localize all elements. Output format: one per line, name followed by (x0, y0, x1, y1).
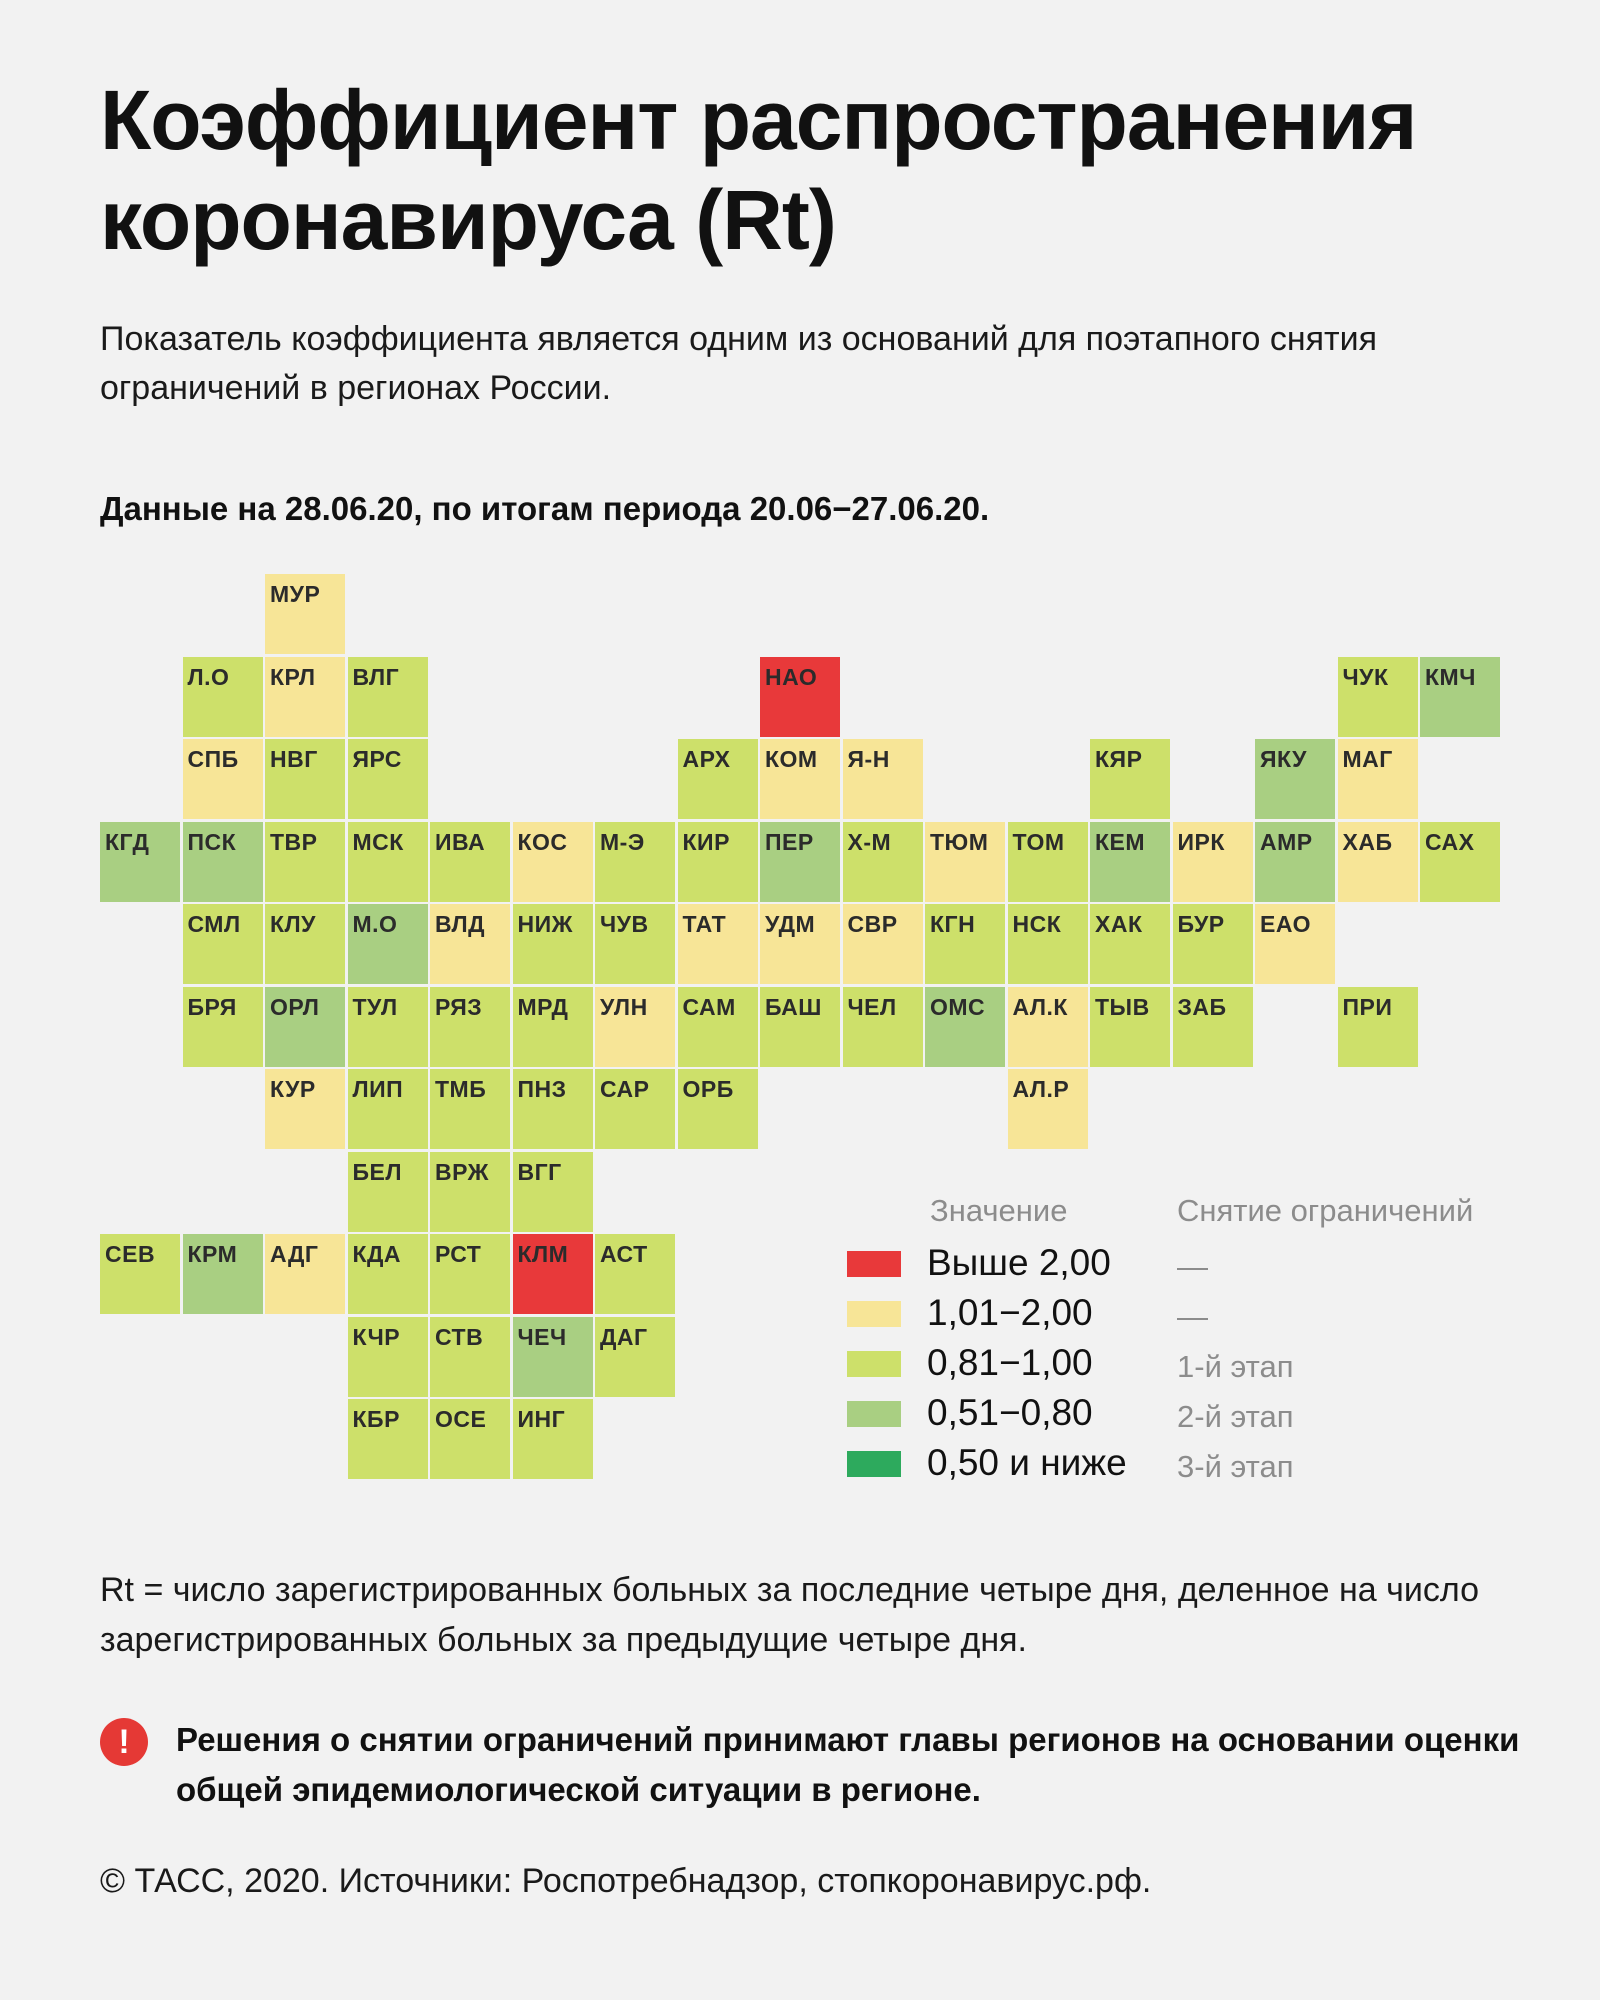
legend-row (847, 1389, 1547, 1437)
region-tile: КОС (513, 822, 593, 902)
legend-stage: 3-й этап (1177, 1449, 1294, 1484)
region-tile: БЕЛ (348, 1152, 428, 1232)
region-tile: УДМ (760, 904, 840, 984)
region-tile: САР (595, 1069, 675, 1149)
region-tile: САХ (1420, 822, 1500, 902)
region-tile: НСК (1008, 904, 1088, 984)
legend-stage: 1-й этап (1177, 1349, 1294, 1384)
legend-stage: — (1177, 1249, 1208, 1284)
region-tile: КДА (348, 1234, 428, 1314)
region-tile: КРМ (183, 1234, 263, 1314)
region-tile: БАШ (760, 987, 840, 1067)
legend-value: 0,50 и ниже (927, 1442, 1127, 1483)
region-tile: КБР (348, 1399, 428, 1479)
region-tile: ИВА (430, 822, 510, 902)
region-tile: БУР (1173, 904, 1253, 984)
region-tile: ЕАО (1255, 904, 1335, 984)
region-tile: СПБ (183, 739, 263, 819)
region-tile: ТВР (265, 822, 345, 902)
region-tile: АДГ (265, 1234, 345, 1314)
legend-value: Выше 2,00 (927, 1242, 1111, 1283)
region-tile: ПНЗ (513, 1069, 593, 1149)
region-tile: ПРИ (1338, 987, 1418, 1067)
subtitle: Показатель коэффициента является одним из оснований для поэтапного снятия ограничений в регионах России. (100, 320, 1377, 407)
region-tile: КГД (100, 822, 180, 902)
region-tile: КМЧ (1420, 657, 1500, 737)
region-tile: Я-Н (843, 739, 923, 819)
region-tile: ОСЕ (430, 1399, 510, 1479)
region-tile: ЧУВ (595, 904, 675, 984)
region-tile: АРХ (678, 739, 758, 819)
region-tile: ХАБ (1338, 822, 1418, 902)
region-tile: МАГ (1338, 739, 1418, 819)
region-tile: АСТ (595, 1234, 675, 1314)
legend-row (847, 1239, 1547, 1287)
legend-swatch (847, 1301, 901, 1327)
region-tile: ТЫВ (1090, 987, 1170, 1067)
region-tile: ЧЕЛ (843, 987, 923, 1067)
region-tile: ВРЖ (430, 1152, 510, 1232)
region-tile: РСТ (430, 1234, 510, 1314)
region-tile: НВГ (265, 739, 345, 819)
region-tile: КГН (925, 904, 1005, 984)
footer-source: © ТАСС, 2020. Источники: Роспотребнадзор, стопкоронавирус.рф. (100, 1862, 1152, 1900)
region-tile: ВЛГ (348, 657, 428, 737)
region-tile: ЧЕЧ (513, 1317, 593, 1397)
region-tile: Х-М (843, 822, 923, 902)
region-tile: АЛ.Р (1008, 1069, 1088, 1149)
region-tile: ТМБ (430, 1069, 510, 1149)
region-tile: КИР (678, 822, 758, 902)
region-tile: СМЛ (183, 904, 263, 984)
region-tile: ПЕР (760, 822, 840, 902)
region-tile: МРД (513, 987, 593, 1067)
rt-formula: Rt = число зарегистрированных больных за последние четыре дня, деленное на число зарегистрированных больных за предыдущие четыре дня. (100, 1571, 1479, 1659)
region-tile: ОРБ (678, 1069, 758, 1149)
region-tile: М.О (348, 904, 428, 984)
legend-row (847, 1339, 1547, 1387)
legend-row (847, 1439, 1547, 1487)
exclamation-icon: ! (100, 1718, 148, 1766)
legend-stage-header: Снятие ограничений (1177, 1193, 1474, 1228)
region-tile: ЗАБ (1173, 987, 1253, 1067)
region-tile: НИЖ (513, 904, 593, 984)
page-title: Коэффициент распространения коронавируса (Rt) (100, 73, 1417, 267)
date-line: Данные на 28.06.20, по итогам периода 20.06−27.06.20. (100, 490, 990, 527)
region-tile: Л.О (183, 657, 263, 737)
region-tile: ТЮМ (925, 822, 1005, 902)
region-tile: ЯРС (348, 739, 428, 819)
region-tile: ДАГ (595, 1317, 675, 1397)
region-tile: ТУЛ (348, 987, 428, 1067)
legend-swatch (847, 1401, 901, 1427)
note-text: Решения о снятии ограничений принимают главы регионов на основании оценки общей эпидемиологической ситуации в регионе. (176, 1721, 1520, 1808)
region-tile: СВР (843, 904, 923, 984)
region-tile: ВГГ (513, 1152, 593, 1232)
region-tile: АЛ.К (1008, 987, 1088, 1067)
region-tile: АМР (1255, 822, 1335, 902)
region-tile: КРЛ (265, 657, 345, 737)
region-tile: БРЯ (183, 987, 263, 1067)
region-tile: КЧР (348, 1317, 428, 1397)
legend-value: 0,81−1,00 (927, 1342, 1093, 1383)
region-tile: ВЛД (430, 904, 510, 984)
region-tile: ТАТ (678, 904, 758, 984)
legend-stage: — (1177, 1299, 1208, 1334)
region-tile: ПСК (183, 822, 263, 902)
region-tile: ОРЛ (265, 987, 345, 1067)
region-tile: КЕМ (1090, 822, 1170, 902)
region-tile: М-Э (595, 822, 675, 902)
region-tile: РЯЗ (430, 987, 510, 1067)
region-tile: ОМС (925, 987, 1005, 1067)
region-tile: УЛН (595, 987, 675, 1067)
region-tile: ХАК (1090, 904, 1170, 984)
region-tile: КЯР (1090, 739, 1170, 819)
legend-row (847, 1289, 1547, 1337)
region-tile: КЛМ (513, 1234, 593, 1314)
region-tile: КЛУ (265, 904, 345, 984)
region-tile: ТОМ (1008, 822, 1088, 902)
region-tile: СТВ (430, 1317, 510, 1397)
region-tile: МУР (265, 574, 345, 654)
region-tile: ЯКУ (1255, 739, 1335, 819)
region-tile: КОМ (760, 739, 840, 819)
region-tile: ЧУК (1338, 657, 1418, 737)
region-tile: САМ (678, 987, 758, 1067)
legend-value-header: Значение (930, 1193, 1068, 1228)
legend-stage: 2-й этап (1177, 1399, 1294, 1434)
region-tile: НАО (760, 657, 840, 737)
region-tile: КУР (265, 1069, 345, 1149)
region-tile: ИНГ (513, 1399, 593, 1479)
legend-value: 0,51−0,80 (927, 1392, 1093, 1433)
region-tile: МСК (348, 822, 428, 902)
legend-swatch (847, 1351, 901, 1377)
legend-swatch (847, 1451, 901, 1477)
legend-value: 1,01−2,00 (927, 1292, 1093, 1333)
legend-swatch (847, 1251, 901, 1277)
region-tile: ИРК (1173, 822, 1253, 902)
region-tile: ЛИП (348, 1069, 428, 1149)
region-tile: СЕВ (100, 1234, 180, 1314)
